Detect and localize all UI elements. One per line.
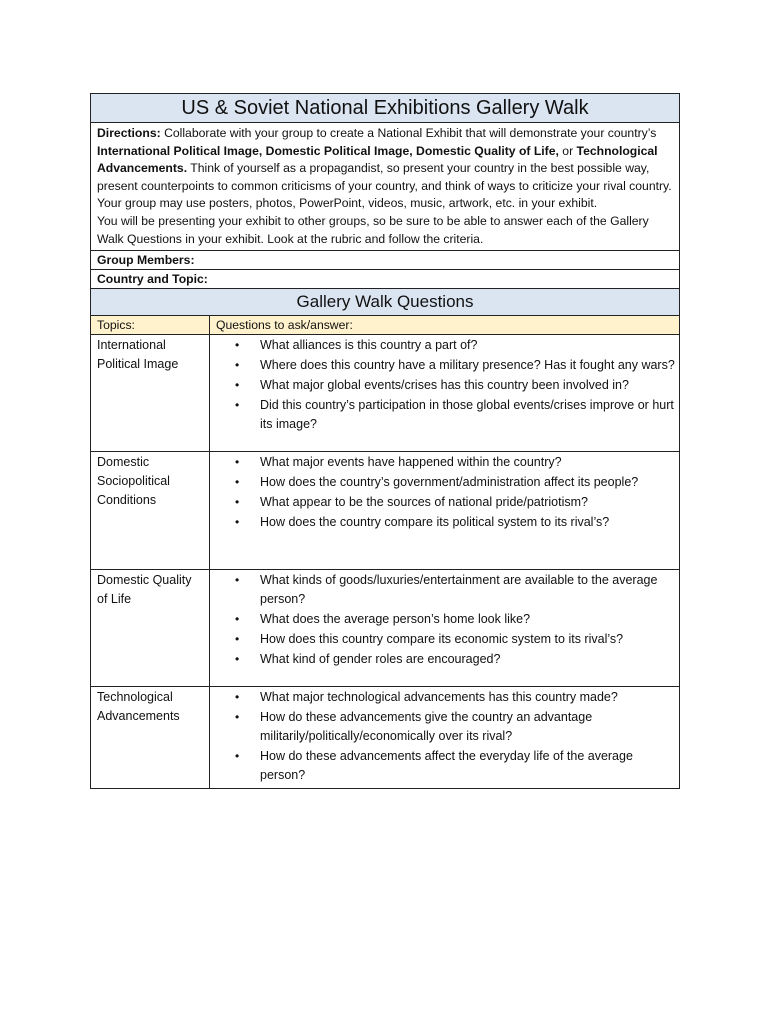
questions-cell <box>210 452 680 570</box>
topic-cell: International Political Image <box>91 335 210 452</box>
directions-text-2: Think of yourself as a propagandist, so present your country in the best possible way, present counterpoints to common criticisms of your country, and think of ways to criticize your rival country. <box>97 161 672 193</box>
directions-bold-4: Technological Advancements. <box>97 143 658 176</box>
directions-text-1: Collaborate with your group to create a National Exhibit that will demonstrate your country’s <box>164 126 657 140</box>
topic-cell: Domestic Quality of Life <box>91 570 210 687</box>
directions-block <box>91 123 680 251</box>
gallery-walk-title: Gallery Walk Questions <box>91 289 680 316</box>
page-title: US & Soviet National Exhibitions Gallery Walk <box>91 94 680 123</box>
question-item: • What kinds of goods/luxuries/entertainment are available to the average person? <box>210 571 679 609</box>
questions-cell <box>210 570 680 687</box>
question-item: • How does this country compare its economic system to its rival’s? <box>210 630 679 649</box>
group-members-field[interactable]: Group Members: <box>91 251 680 270</box>
questions-cell <box>210 687 680 789</box>
question-item: • How does the country’s government/administration affect its people? <box>210 473 679 492</box>
directions-label: Directions: <box>97 126 161 140</box>
worksheet <box>90 93 679 789</box>
question-item: • What major events have happened within the country? <box>210 453 679 472</box>
table-row <box>91 687 680 789</box>
question-item: • How do these advancements give the country an advantage militarily/politically/economically over its rival? <box>210 708 679 746</box>
question-item: • What major global events/crises has this country been involved in? <box>210 376 679 395</box>
table-row <box>91 452 680 570</box>
directions-materials: Your group may use posters, photos, PowerPoint, videos, music, artwork, etc. in your exhibit. <box>97 196 598 211</box>
directions-or: or <box>562 143 574 158</box>
table-row <box>91 570 680 687</box>
topic-cell: Technological Advancements <box>91 687 210 789</box>
table-row <box>91 335 680 452</box>
topics-header: Topics: <box>91 316 210 335</box>
directions-bold-1: International Political Image, <box>97 143 263 158</box>
directions-bold-2: Domestic Political Image, <box>265 143 413 158</box>
directions-bold-3: Domestic Quality of Life, <box>416 143 559 158</box>
worksheet-table <box>90 93 680 789</box>
topic-cell: Domestic Sociopolitical Conditions <box>91 452 210 570</box>
question-item: • What alliances is this country a part of? <box>210 336 679 355</box>
questions-cell <box>210 335 680 452</box>
questions-header: Questions to ask/answer: <box>210 316 680 335</box>
country-topic-field[interactable]: Country and Topic: <box>91 270 680 289</box>
question-item: • How do these advancements affect the everyday life of the average person? <box>210 747 679 785</box>
question-item: • What kind of gender roles are encouraged? <box>210 650 679 669</box>
question-item: • Did this country’s participation in those global events/crises improve or hurt its image? <box>210 396 679 434</box>
question-item: • What does the average person’s home look like? <box>210 610 679 629</box>
question-item: • How does the country compare its political system to its rival’s? <box>210 513 679 532</box>
question-item: • What major technological advancements has this country made? <box>210 688 679 707</box>
question-item: • Where does this country have a military presence? Has it fought any wars? <box>210 356 679 375</box>
question-item: • What appear to be the sources of national pride/patriotism? <box>210 493 679 512</box>
directions-presenting: You will be presenting your exhibit to other groups, so be sure to be able to answer each of the Gallery Walk Questions in your exhibit. Look at the rubric and follow the criteria. <box>97 213 649 246</box>
